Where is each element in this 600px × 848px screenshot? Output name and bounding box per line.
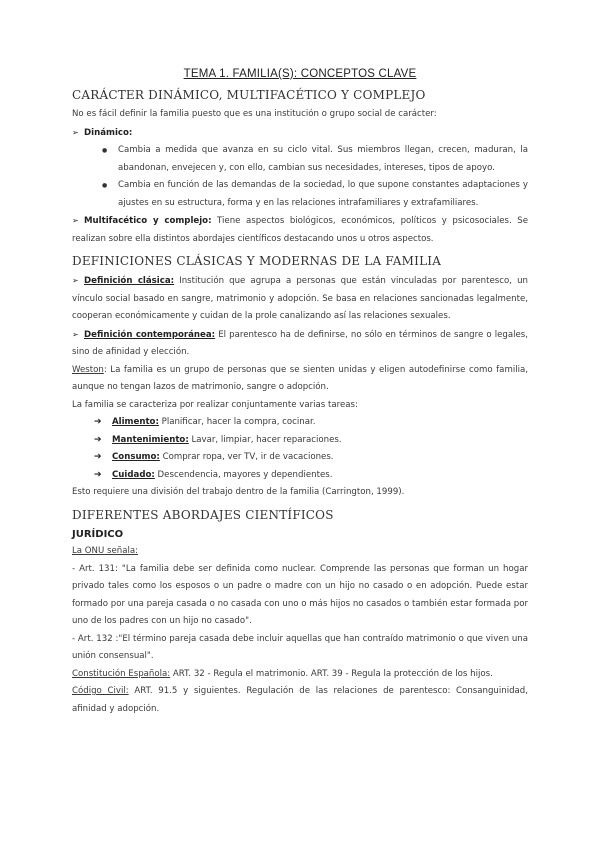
right-arrow-icon: ➔ bbox=[94, 417, 102, 427]
term-label: Dinámico: bbox=[84, 127, 133, 138]
art-132: - Art. 132 :"El término pareja casada debe incluir aquellas que han contraído matrimonio o que viven una unión consensual". bbox=[72, 633, 528, 661]
subheading-juridico: JURÍDICO bbox=[72, 528, 124, 540]
task-text: Descendencia, mayores y dependientes. bbox=[154, 469, 333, 480]
task-item bbox=[94, 467, 528, 485]
section-heading-dinamico: CARÁCTER DINÁMICO, MULTIFACÉTICO Y COMPLEJO bbox=[72, 88, 426, 102]
codigo-civil-paragraph bbox=[72, 683, 528, 718]
task-label: Mantenimiento: bbox=[112, 434, 189, 445]
term-label: Multifacético y complejo: bbox=[84, 216, 212, 226]
right-arrow-icon: ➔ bbox=[94, 452, 102, 462]
arrowhead-icon: ➢ bbox=[72, 216, 79, 225]
author-label: Weston bbox=[72, 364, 104, 375]
term-label: Definición contemporánea: bbox=[84, 329, 216, 340]
bullet-list bbox=[72, 142, 528, 212]
section-heading-definiciones: DEFINICIONES CLÁSICAS Y MODERNAS DE LA FAMILIA bbox=[72, 254, 442, 268]
task-label: Cuidado: bbox=[112, 469, 155, 480]
task-label: Alimento: bbox=[112, 417, 159, 427]
arrowhead-icon: ➢ bbox=[72, 329, 79, 339]
term-text: Institución que agrupa a personas que están vinculadas por parentesco, un vínculo social basado en sangre, matrimonio y adopción. Se basa en relaciones sancionadas legalmente, cooperan económicamente y cuidan de la prole canalizando así las relaciones sexuales. bbox=[72, 276, 528, 321]
arrow-item-multifacetico bbox=[72, 212, 528, 248]
right-arrow-icon: ➔ bbox=[94, 434, 102, 445]
onu-label: La ONU señala: bbox=[72, 546, 139, 556]
task-text: Lavar, limpiar, hacer reparaciones. bbox=[188, 434, 342, 445]
tasks-intro: La familia se caracteriza por realizar conjuntamente varias tareas: bbox=[72, 399, 358, 410]
arrowhead-icon: ➢ bbox=[72, 276, 79, 285]
page-title: TEMA 1. FAMILIA(S): CONCEPTOS CLAVE bbox=[183, 68, 417, 80]
list-item: ● Cambia a medida que avanza en su ciclo vital. Sus miembros llegan, crecen, maduran, la abandonan, envejecen y, con ello, cambian sus necesidades, intereses, tipos de apoyo. bbox=[102, 142, 528, 177]
term-label: Definición clásica: bbox=[84, 276, 175, 286]
art-131: - Art. 131: "La familia debe ser definida como nuclear. Comprende las personas que forman un hogar privado tales como los esposos o un padre o madre con un hijo no casado o en adopción. Puede estar formado por una pareja casada o no casada con uno o más hijos no casados o también estar formada por uno de los padres con un hijo no casado". bbox=[72, 563, 528, 626]
task-item bbox=[94, 432, 528, 450]
section-heading-abordajes: DIFERENTES ABORDAJES CIENTÍFICOS bbox=[72, 507, 334, 522]
right-arrow-icon: ➔ bbox=[94, 469, 102, 480]
weston-text: : La familia es un grupo de personas que se sienten unidas y eligen autodefinirse como familia, aunque no tengan lazos de matrimonio, sangre o adopción. bbox=[72, 364, 528, 392]
arrow-item-contemporanea bbox=[72, 326, 528, 362]
codigo-civil-text: ART. 91.5 y siguientes. Regulación de las relaciones de parentesco: Consanguinidad, afinidad y adopción. bbox=[72, 686, 528, 714]
task-item bbox=[94, 449, 528, 467]
constitucion-text: ART. 32 - Regula el matrimonio. ART. 39 - Regula la protección de los hijos. bbox=[170, 668, 493, 679]
tasks-list bbox=[72, 414, 528, 484]
tasks-closing: Esto requiere una división del trabajo dentro de la familia (Carrington, 1999). bbox=[72, 487, 405, 497]
term-text: Tiene aspectos biológicos, económicos, políticos y psicosociales. Se realizan sobre ella distintos abordajes científicos destacando unos u otros aspectos. bbox=[72, 216, 528, 244]
task-item bbox=[94, 414, 528, 432]
list-item: ● Cambia en función de las demandas de la sociedad, lo que supone constantes adaptaciones y ajustes en su estructura, forma y en las relaciones intrafamiliares y extrafamiliares. bbox=[102, 177, 528, 212]
weston-paragraph bbox=[72, 362, 528, 397]
arrow-item-dinamico bbox=[72, 124, 528, 143]
task-text: Comprar ropa, ver TV, ir de vacaciones. bbox=[159, 452, 334, 462]
task-label: Consumo: bbox=[112, 452, 160, 462]
codigo-civil-label: Código Civil: bbox=[72, 686, 129, 696]
constitucion-label: Constitución Española: bbox=[72, 668, 171, 679]
arrowhead-icon: ➢ bbox=[72, 127, 79, 137]
section-intro: No es fácil definir la familia puesto que es una institución o grupo social de carácter: bbox=[72, 109, 437, 119]
term-text: El parentesco ha de definirse, no sólo en términos de sangre o legales, sino de afinidad y elección. bbox=[72, 329, 529, 357]
arrow-item-clasica bbox=[72, 272, 528, 326]
task-text: Planificar, hacer la compra, cocinar. bbox=[158, 417, 316, 427]
constitucion-paragraph bbox=[72, 666, 528, 684]
